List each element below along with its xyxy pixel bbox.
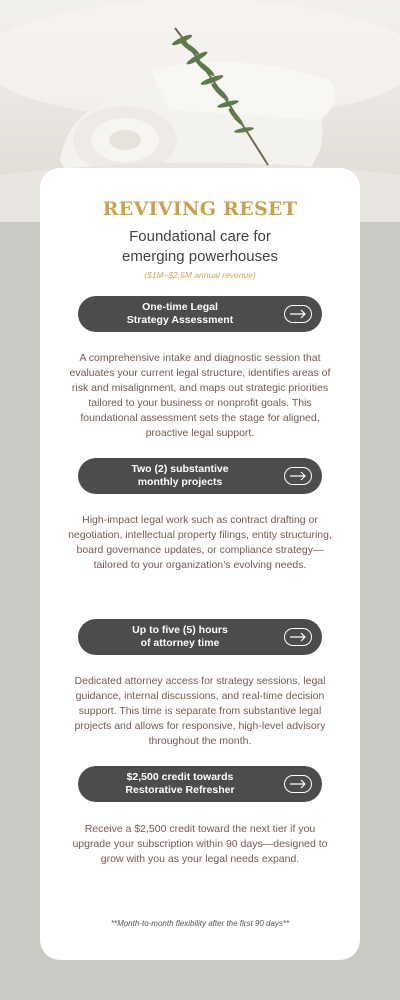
arrow-right-icon — [284, 628, 312, 646]
revenue-range: ($1M–$2.5M annual revenue) — [144, 270, 256, 280]
feature-button-attorney-time[interactable] — [78, 619, 322, 655]
feature-description: Dedicated attorney access for strategy sessions, legal guidance, internal discussions, and real-time decision support. This time is separate from substantive legal projects and allows for responsive, high-level advisory throughout the month. — [74, 675, 326, 747]
feature-label: Up to five (5) hours of attorney time — [132, 623, 228, 649]
arrow-right-icon — [284, 467, 312, 485]
feature-label: One-time Legal Strategy Assessment — [126, 300, 234, 326]
feature-button-credit[interactable] — [78, 766, 322, 802]
feature-button-legal-assessment[interactable] — [78, 296, 322, 332]
arrow-right-icon — [284, 775, 312, 793]
feature-label: $2,500 credit towards Restorative Refresher — [125, 770, 235, 796]
feature-button-monthly-projects[interactable] — [78, 458, 322, 494]
package-subtitle: Foundational care for emerging powerhouses — [122, 228, 278, 265]
footer-note: **Month-to-month flexibility after the first 90 days** — [110, 919, 290, 928]
arrow-right-icon — [284, 305, 312, 323]
feature-description: High-impact legal work such as contract drafting or negotiation, intellectual property filings, entity structuring, board governance updates, or compliance strategy—tailored to your organization’s evolving needs. — [68, 514, 332, 571]
feature-description: A comprehensive intake and diagnostic session that evaluates your current legal structure, identifies areas of risk and misalignment, and maps out strategic priorities tailored to your business or nonprofit goals. This foundational assessment sets the stage for aligned, proactive legal support. — [69, 352, 331, 439]
feature-description: Receive a $2,500 credit toward the next tier if you upgrade your subscription within 90 days—designed to grow with you as your legal needs expand. — [72, 823, 328, 865]
feature-label: Two (2) substantive monthly projects — [131, 462, 229, 488]
package-title: REVIVING RESET — [102, 198, 298, 220]
package-card — [40, 168, 360, 960]
